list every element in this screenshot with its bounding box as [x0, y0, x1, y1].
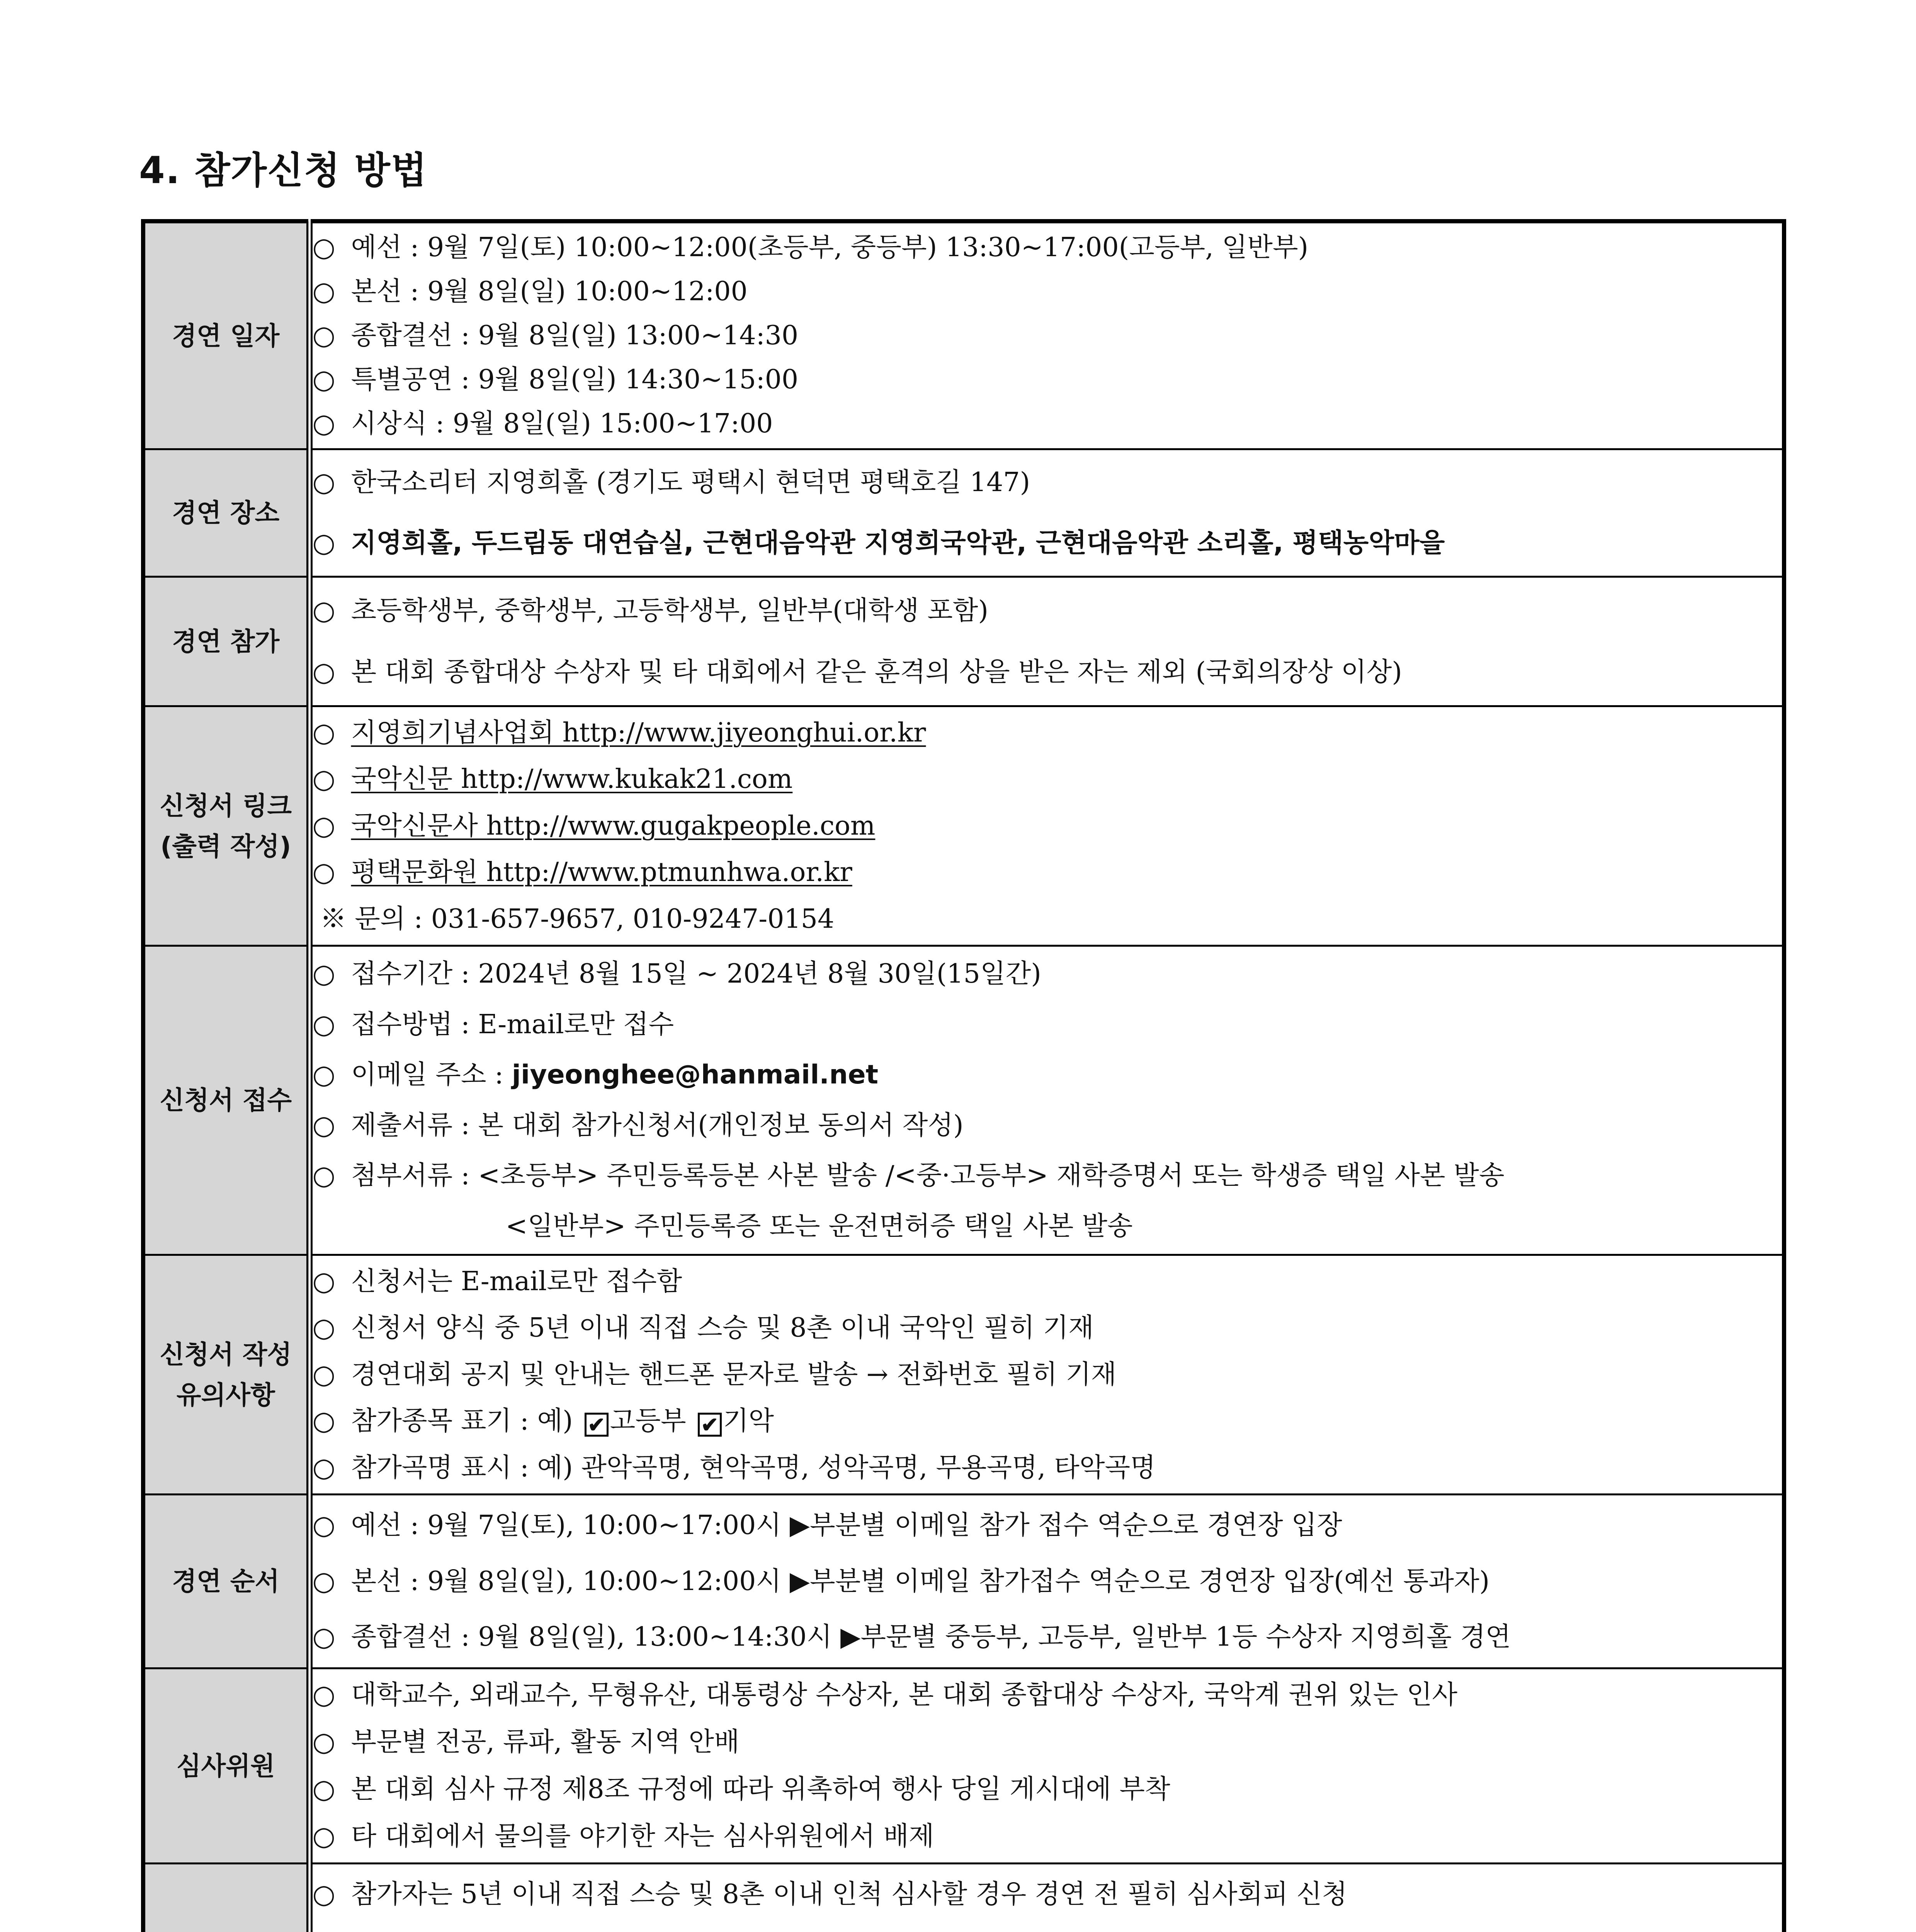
list-item: [313, 656, 1782, 688]
bullet-icon: ○: [312, 595, 335, 626]
list-item: [313, 1726, 1782, 1758]
bullet-icon: ○: [312, 467, 335, 498]
list-item: [313, 1059, 1782, 1091]
list-item-text: 경연대회 공지 및 안내는 핸드폰 문자로 발송 → 전화번호 필히 기재: [351, 1359, 1117, 1390]
row-label: [143, 946, 309, 1255]
bullet-icon: ○: [312, 364, 335, 395]
list-item-text: 한국소리터 지영희홀 (경기도 평택시 현덕면 평택호길 147): [351, 467, 1030, 498]
bullet-icon: ○: [312, 232, 335, 263]
list-item: [313, 527, 1782, 559]
bullet-icon: ○: [312, 717, 335, 748]
list-item: [313, 467, 1782, 498]
row-label: [143, 1255, 309, 1495]
row-content: [309, 946, 1784, 1255]
row-label-text: 신청서 접수: [160, 1085, 292, 1115]
row-label: [143, 1864, 309, 1932]
bullet-icon: ○: [312, 1680, 335, 1711]
row-order: [143, 1495, 1784, 1668]
row-content: [309, 577, 1784, 706]
list-item: [313, 408, 1782, 440]
list-item: [313, 364, 1782, 396]
list-item-text: 신청서는 E-mail로만 접수함: [351, 1266, 682, 1297]
bullet-icon: ○: [312, 1821, 335, 1852]
list-item-text: 부문별 전공, 류파, 활동 지역 안배: [351, 1727, 740, 1758]
row-label: [143, 449, 309, 577]
list-item: [313, 1160, 1782, 1192]
row-label-text: 경연 일자: [172, 321, 280, 351]
bullet-icon: ○: [312, 527, 335, 558]
list-item: [313, 1110, 1782, 1141]
list-item-text: 본 대회 심사 규정 제8조 규정에 따라 위촉하여 행사 당일 게시대에 부착: [351, 1774, 1170, 1805]
link-text[interactable]: 지영희기념사업회 http://www.jiyeonghui.or.kr: [351, 717, 926, 748]
list-item-text: 본 대회 종합대상 수상자 및 타 대회에서 같은 훈격의 상을 받은 자는 제외 (국회의장상 이상): [351, 656, 1402, 687]
list-item-text: 본선 : 9월 8일(일), 10:00~12:00시 ▶부분별 이메일 참가접수 역순으로 경연장 입장(예선 통과자): [351, 1566, 1490, 1597]
bullet-icon: ○: [312, 1727, 335, 1758]
row-label: [143, 1495, 309, 1668]
checkbox-icon[interactable]: ✔: [698, 1413, 722, 1437]
bullet-icon: ○: [312, 656, 335, 687]
list-item: [313, 1566, 1782, 1597]
list-item: [313, 276, 1782, 308]
row-submission: [143, 946, 1784, 1255]
bullet-icon: ○: [312, 1774, 335, 1805]
row-content: [309, 1255, 1784, 1495]
list-item: [313, 958, 1782, 990]
list-item-text: 대학교수, 외래교수, 무형유산, 대통령상 수상자, 본 대회 종합대상 수상자, 국악계 권위 있는 인사: [351, 1680, 1458, 1711]
row-content: [309, 1668, 1784, 1864]
bullet-icon: ○: [312, 857, 335, 888]
checkbox-icon[interactable]: ✔: [585, 1413, 609, 1437]
row-venue: [143, 449, 1784, 577]
inquiry-note: ※ 문의 : 031-657-9657, 010-9247-0154: [320, 903, 835, 934]
bullet-icon: ○: [312, 1622, 335, 1653]
bullet-icon: ○: [312, 276, 335, 307]
row-label-text: 경연 장소: [172, 498, 280, 528]
list-item-text: 종합결선 : 9월 8일(일) 13:00~14:30: [351, 320, 799, 351]
page-heading: 4. 참가신청 방법: [139, 149, 428, 192]
list-item: [313, 1312, 1782, 1344]
list-item-text: 첨부서류 : <초등부> 주민등록등본 사본 발송 /<중·고등부> 재학증명서 또는 학생증 택일 사본 발송: [351, 1160, 1505, 1191]
list-item: [313, 1510, 1782, 1541]
list-item: [313, 810, 1782, 842]
list-item: [313, 1405, 1782, 1437]
bullet-icon: ○: [312, 1406, 335, 1437]
list-item: [313, 717, 1782, 749]
bullet-icon: ○: [312, 810, 335, 841]
list-item: [313, 1359, 1782, 1391]
bullet-icon: ○: [312, 408, 335, 439]
row-content: [309, 449, 1784, 577]
list-item-text: 이메일 주소 :: [351, 1060, 512, 1090]
row-form-links: [143, 706, 1784, 946]
list-item: [313, 232, 1782, 264]
link-text[interactable]: 평택문화원 http://www.ptmunhwa.or.kr: [351, 857, 852, 888]
row-content: [309, 1864, 1784, 1932]
bullet-icon: ○: [312, 1879, 335, 1910]
list-item: [313, 1009, 1782, 1041]
list-item: [313, 857, 1782, 888]
list-item: [313, 1821, 1782, 1852]
row-schedule: [143, 221, 1784, 449]
list-item-text: 특별공연 : 9월 8일(일) 14:30~15:00: [351, 364, 799, 395]
list-item: [313, 1774, 1782, 1805]
bullet-icon: ○: [312, 1452, 335, 1483]
row-content: [309, 706, 1784, 946]
list-item: [313, 1621, 1782, 1653]
list-item-text: 타 대회에서 물의를 야기한 자는 심사위원에서 배제: [351, 1821, 934, 1852]
list-item: [313, 595, 1782, 627]
list-item-text: 종합결선 : 9월 8일(일), 13:00~14:30시 ▶부문별 중등부, 고등부, 일반부 1등 수상자 지영희홀 경연: [351, 1622, 1511, 1653]
bullet-icon: ○: [312, 1160, 335, 1191]
row-judges: [143, 1668, 1784, 1864]
list-item-text: 접수기간 : 2024년 8월 15일 ~ 2024년 8월 30일(15일간): [351, 959, 1041, 990]
row-label-text: 경연 참가: [172, 626, 280, 656]
list-item-text: 지영희홀, 두드림동 대연습실, 근현대음악관 지영희국악관, 근현대음악관 소리홀, 평택농악마을: [351, 527, 1445, 558]
list-item: [313, 1266, 1782, 1298]
row-label-text: (출력 작성): [160, 831, 291, 861]
bullet-icon: ○: [312, 1313, 335, 1344]
bullet-icon: ○: [312, 320, 335, 351]
list-item: [313, 1452, 1782, 1484]
list-item-text: 참가곡명 표시 : 예) 관악곡명, 현악곡명, 성악곡명, 무용곡명, 타악곡명: [351, 1452, 1156, 1483]
list-item: [313, 1879, 1782, 1910]
link-text[interactable]: 국악신문사 http://www.gugakpeople.com: [351, 810, 876, 841]
continuation-text: <일반부> 주민등록증 또는 운전면허증 택일 사본 발송: [505, 1211, 1133, 1242]
list-item-text: 본선 : 9월 8일(일) 10:00~12:00: [351, 276, 748, 307]
row-form-notes: [143, 1255, 1784, 1495]
checkbox-label: 고등부: [610, 1406, 686, 1437]
list-item: [313, 764, 1782, 795]
list-item-text: 접수방법 : E-mail로만 접수: [351, 1009, 674, 1040]
row-label-text: 신청서 작성: [160, 1339, 292, 1369]
row-content: [309, 221, 1784, 449]
email-address[interactable]: jiyeonghee@hanmail.net: [512, 1060, 879, 1090]
application-info-table: [141, 219, 1786, 1932]
row-label-text: [145, 1929, 306, 1932]
bullet-icon: ○: [312, 959, 335, 990]
row-recusal: [143, 1864, 1784, 1932]
list-item-text: 신청서 양식 중 5년 이내 직접 스승 및 8촌 이내 국악인 필히 기재: [351, 1313, 1094, 1344]
bullet-icon: ○: [312, 1110, 335, 1141]
row-label-text: 경연 순서: [172, 1566, 280, 1596]
bullet-icon: ○: [312, 1266, 335, 1297]
row-content: [309, 1495, 1784, 1668]
link-text[interactable]: 국악신문 http://www.kukak21.com: [351, 764, 793, 795]
row-label: [143, 577, 309, 706]
row-label-text: 심사위원: [176, 1751, 275, 1781]
list-item-text: 제출서류 : 본 대회 참가신청서(개인정보 동의서 작성): [351, 1110, 964, 1141]
row-label-text: 유의사항: [176, 1380, 275, 1410]
bullet-icon: ○: [312, 764, 335, 795]
list-item-text: 시상식 : 9월 8일(일) 15:00~17:00: [351, 408, 773, 439]
list-item-text: 참가종목 표기 : 예): [351, 1406, 573, 1437]
row-label: [143, 221, 309, 449]
checkbox-label: 기악: [723, 1406, 774, 1437]
list-item: [313, 1679, 1782, 1711]
list-item: [313, 320, 1782, 352]
row-eligibility: [143, 577, 1784, 706]
bullet-icon: ○: [312, 1359, 335, 1390]
bullet-icon: ○: [312, 1060, 335, 1090]
list-item-text: 예선 : 9월 7일(토) 10:00~12:00(초등부, 중등부) 13:30~17:00(고등부, 일반부): [351, 232, 1309, 263]
bullet-icon: ○: [312, 1566, 335, 1597]
bullet-icon: ○: [312, 1009, 335, 1040]
row-label: [143, 1668, 309, 1864]
list-item-text: 예선 : 9월 7일(토), 10:00~17:00시 ▶부분별 이메일 참가 접수 역순으로 경연장 입장: [351, 1510, 1342, 1541]
list-item-text: 참가자는 5년 이내 직접 스승 및 8촌 이내 인척 심사할 경우 경연 전 필히 심사회피 신청: [351, 1879, 1347, 1910]
bullet-icon: ○: [312, 1510, 335, 1541]
row-label-text: 신청서 링크: [160, 791, 292, 821]
list-item-text: 초등학생부, 중학생부, 고등학생부, 일반부(대학생 포함): [351, 595, 989, 626]
row-label: [143, 706, 309, 946]
